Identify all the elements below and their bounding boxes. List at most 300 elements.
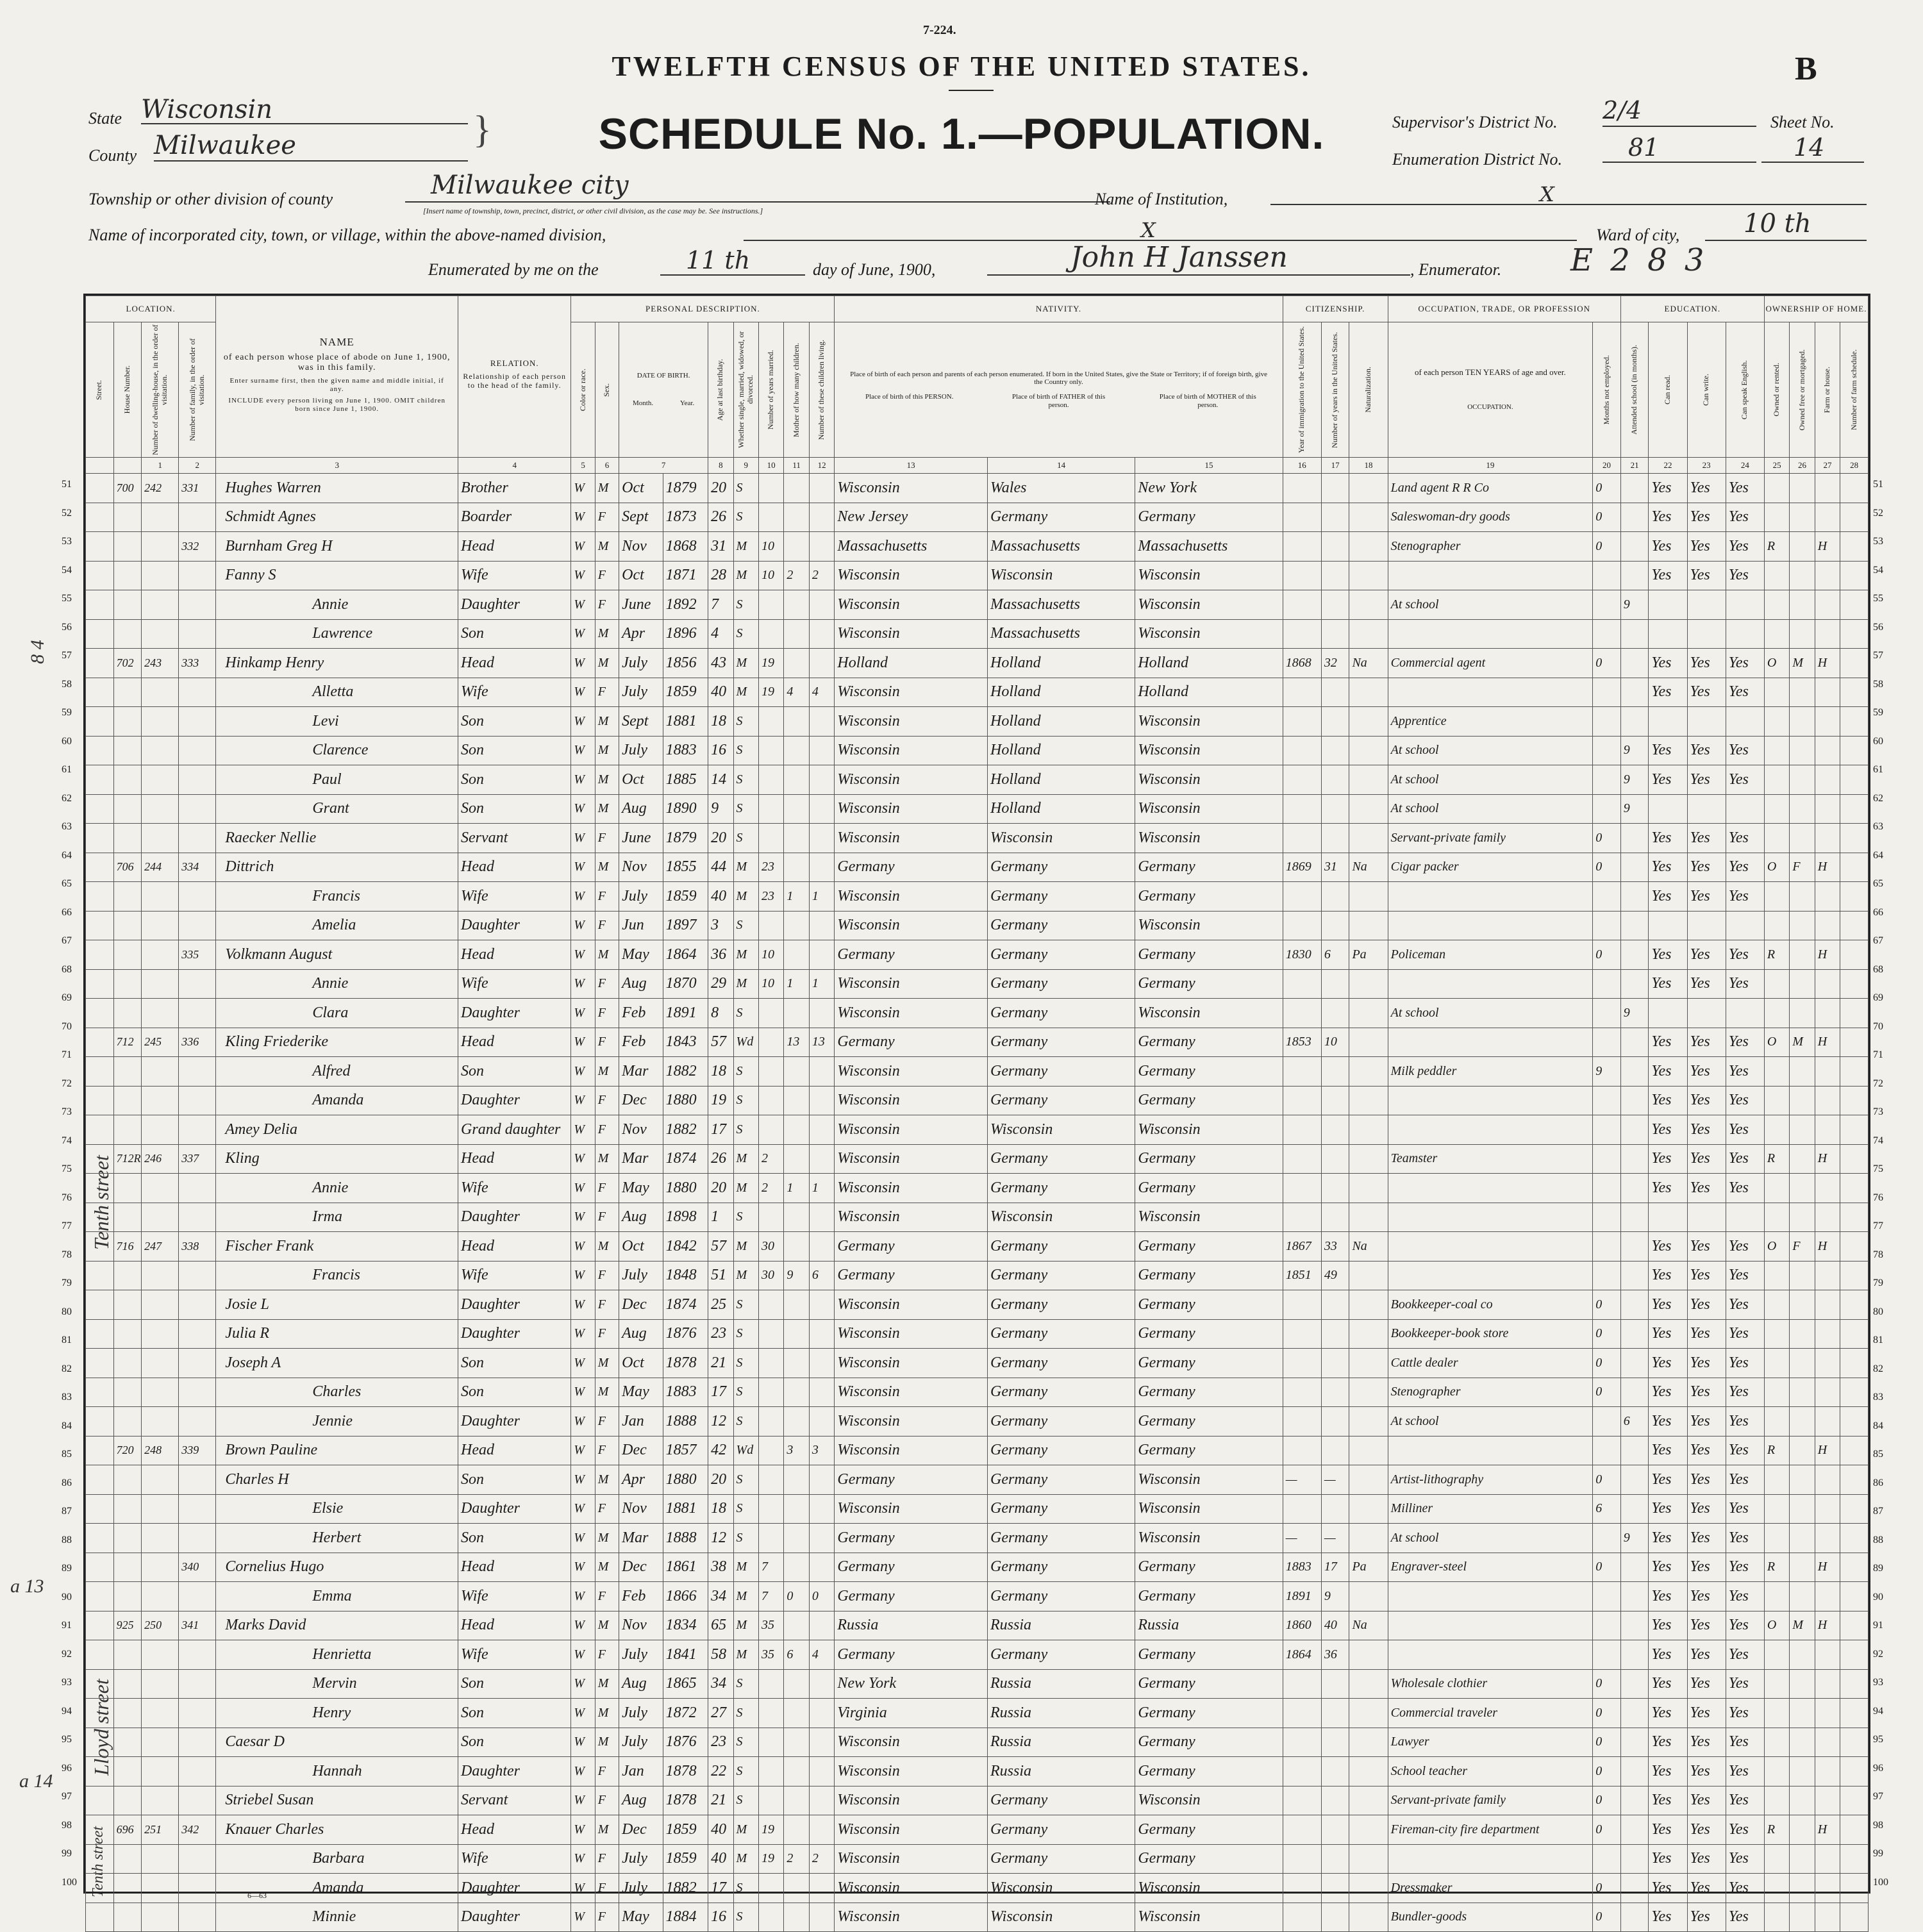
cell-name: Irma (216, 1203, 458, 1232)
cell-nat (1349, 1144, 1388, 1174)
cell-mc (784, 1874, 809, 1903)
hdr-immigration-year: Year of immigration to the United States. (1283, 322, 1321, 458)
cell-color: W (571, 649, 595, 678)
cell-speak: Yes (1726, 853, 1764, 882)
cell-age: 18 (708, 707, 733, 737)
cell-yrs: 9 (1321, 1582, 1349, 1611)
census-row (86, 1465, 1869, 1495)
cell-imm (1283, 1669, 1321, 1699)
cell-marital: M (733, 969, 758, 999)
cell-occupation: Dressmaker (1388, 1874, 1593, 1903)
cell-relation: Son (458, 1465, 571, 1495)
cell-write: Yes (1687, 1874, 1726, 1903)
cell-read (1649, 619, 1687, 649)
cell-birth: Germany (835, 940, 988, 970)
cell-sex: M (595, 1057, 619, 1087)
cell-write: Yes (1687, 1903, 1726, 1932)
cell-yrs (1321, 969, 1349, 999)
cell-farm (1815, 1115, 1840, 1145)
cell-free (1790, 1115, 1815, 1145)
cell-write: Yes (1687, 1553, 1726, 1582)
cell-write: Yes (1687, 1028, 1726, 1057)
cell-free (1790, 1640, 1815, 1670)
cell-mc (784, 999, 809, 1028)
cell-imm (1283, 794, 1321, 824)
cell-age: 14 (708, 765, 733, 795)
cell-street (86, 1378, 114, 1407)
hdr-years-married: Number of years married. (758, 322, 783, 458)
cell-ym: 2 (758, 1144, 783, 1174)
cell-father: Germany (988, 1786, 1135, 1815)
cell-occupation: Cigar packer (1388, 853, 1593, 882)
cell-family (179, 1728, 216, 1757)
cell-imm (1283, 1144, 1321, 1174)
cell-year: 1882 (663, 1115, 708, 1145)
cell-mne (1593, 1844, 1621, 1874)
cell-school (1620, 1115, 1649, 1145)
cell-mc (784, 1349, 809, 1378)
cell-school (1620, 1057, 1649, 1087)
cell-school: 9 (1620, 765, 1649, 795)
line-number-right: 63 (1873, 821, 1883, 832)
cell-nat (1349, 1349, 1388, 1378)
cell-relation: Head (458, 649, 571, 678)
cell-mc (784, 649, 809, 678)
cell-marital: M (733, 649, 758, 678)
cell-mc (784, 1728, 809, 1757)
cell-marital: S (733, 1086, 758, 1115)
cell-relation: Servant (458, 1786, 571, 1815)
cell-mc (784, 1524, 809, 1553)
cell-marital: S (733, 590, 758, 620)
cell-marital: M (733, 853, 758, 882)
cell-mne (1593, 1203, 1621, 1232)
cell-own: R (1764, 1553, 1789, 1582)
cell-year: 1882 (663, 1057, 708, 1087)
cell-month: Mar (619, 1524, 663, 1553)
cell-write: Yes (1687, 1728, 1726, 1757)
county-label: County (88, 146, 137, 165)
cell-birth: Wisconsin (835, 1174, 988, 1203)
cell-mc (784, 1699, 809, 1728)
cell-cl: 2 (809, 1844, 835, 1874)
cell-school: 9 (1620, 794, 1649, 824)
cell-year: 1859 (663, 1844, 708, 1874)
cell-year: 1888 (663, 1407, 708, 1437)
cell-year: 1892 (663, 590, 708, 620)
cell-house: 712R (113, 1144, 142, 1174)
cell-marital: M (733, 1144, 758, 1174)
cell-year: 1874 (663, 1290, 708, 1320)
cell-fs (1840, 1874, 1869, 1903)
cell-speak: Yes (1726, 736, 1764, 765)
tick-a13: a 13 (10, 1576, 44, 1597)
cell-nat (1349, 1028, 1388, 1057)
cell-ym (758, 707, 783, 737)
cell-birth: Wisconsin (835, 1378, 988, 1407)
cell-family (179, 1057, 216, 1087)
relation-col-desc: Relationship of each person to the head of the family. (463, 372, 567, 390)
cell-speak: Yes (1726, 1174, 1764, 1203)
cell-speak: Yes (1726, 1699, 1764, 1728)
cell-street (86, 1319, 114, 1349)
cell-family (179, 736, 216, 765)
column-number: 12 (809, 458, 835, 474)
line-number-right: 93 (1873, 1677, 1883, 1688)
cell-nat (1349, 1378, 1388, 1407)
cell-dwelling: 246 (142, 1144, 179, 1174)
cell-yrs (1321, 1874, 1349, 1903)
cell-house (113, 911, 142, 940)
cell-mc: 3 (784, 1436, 809, 1465)
cell-dwelling (142, 1086, 179, 1115)
hdr-color: Color or race. (571, 322, 595, 458)
cell-name: Kling (216, 1144, 458, 1174)
census-row (86, 1349, 1869, 1378)
sheet-letter: B (1795, 51, 1817, 87)
census-row (86, 1436, 1869, 1465)
cell-ym (758, 736, 783, 765)
cell-name: Volkmann August (216, 940, 458, 970)
cell-dwelling (142, 1465, 179, 1495)
cell-speak: Yes (1726, 1319, 1764, 1349)
cell-imm (1283, 678, 1321, 707)
cell-farm (1815, 1407, 1840, 1437)
cell-relation: Son (458, 765, 571, 795)
cell-read: Yes (1649, 474, 1687, 503)
cell-month: May (619, 1378, 663, 1407)
cell-street (86, 1844, 114, 1874)
cell-ym (758, 1699, 783, 1728)
cell-house (113, 1669, 142, 1699)
column-number-row (86, 458, 1869, 474)
cell-month: Mar (619, 1144, 663, 1174)
cell-occupation: At school (1388, 1407, 1593, 1437)
enumeration-value: 81 (1602, 133, 1756, 163)
institution-label: Name of Institution, (1095, 190, 1228, 208)
cell-occupation (1388, 1611, 1593, 1640)
cell-speak: Yes (1726, 1844, 1764, 1874)
cell-age: 19 (708, 1086, 733, 1115)
cell-cl (809, 1699, 835, 1728)
cell-dwelling (142, 1874, 179, 1903)
cell-nat (1349, 1786, 1388, 1815)
cell-farm (1815, 503, 1840, 532)
hdr-farm-schedule: Number of farm schedule. (1840, 322, 1869, 458)
cell-farm (1815, 474, 1840, 503)
cell-speak: Yes (1726, 474, 1764, 503)
cell-imm (1283, 911, 1321, 940)
line-number-left: 74 (62, 1135, 72, 1146)
line-number-left: 55 (62, 593, 72, 604)
line-number-right: 85 (1873, 1449, 1883, 1460)
cell-birth: Wisconsin (835, 1786, 988, 1815)
cell-name: Grant (216, 794, 458, 824)
cell-own (1764, 999, 1789, 1028)
cell-school (1620, 1028, 1649, 1057)
census-row (86, 1232, 1869, 1262)
cell-mc (784, 1407, 809, 1437)
cell-nat (1349, 619, 1388, 649)
cell-name: Jennie (216, 1407, 458, 1437)
hdr-birth-person: Place of birth of this PERSON. (865, 393, 954, 401)
cell-write: Yes (1687, 1582, 1726, 1611)
cell-ym (758, 1465, 783, 1495)
cell-nat (1349, 1874, 1388, 1903)
cell-marital: S (733, 1786, 758, 1815)
cell-school (1620, 1436, 1649, 1465)
cell-mc (784, 1232, 809, 1262)
cell-mc (784, 474, 809, 503)
cell-write (1687, 707, 1726, 737)
cell-name: Francis (216, 882, 458, 912)
cell-marital: S (733, 474, 758, 503)
hdr-month: Month. (632, 399, 654, 407)
cell-read: Yes (1649, 678, 1687, 707)
sheet-no-value: 14 (1761, 133, 1864, 163)
cell-write: Yes (1687, 1319, 1726, 1349)
cell-mother: Wisconsin (1135, 824, 1283, 853)
cell-color: W (571, 474, 595, 503)
cell-yrs: 10 (1321, 1028, 1349, 1057)
cell-mne (1593, 765, 1621, 795)
cell-fs (1840, 532, 1869, 562)
census-row (86, 1407, 1869, 1437)
cell-imm (1283, 1699, 1321, 1728)
cell-relation: Daughter (458, 1086, 571, 1115)
cell-father: Germany (988, 999, 1135, 1028)
cell-mc: 2 (784, 1844, 809, 1874)
line-number-left: 95 (62, 1734, 72, 1745)
cell-house: 702 (113, 649, 142, 678)
cell-mc (784, 794, 809, 824)
cell-age: 38 (708, 1553, 733, 1582)
cell-month: June (619, 824, 663, 853)
line-number-right: 61 (1873, 764, 1883, 775)
cell-occupation (1388, 1436, 1593, 1465)
cell-birth: Wisconsin (835, 882, 988, 912)
cell-ym (758, 765, 783, 795)
cell-marital: M (733, 1815, 758, 1845)
cell-year: 1880 (663, 1174, 708, 1203)
cell-color: W (571, 1349, 595, 1378)
cell-age: 26 (708, 1144, 733, 1174)
cell-dwelling (142, 1349, 179, 1378)
cell-fs (1840, 969, 1869, 999)
cell-school (1620, 1144, 1649, 1174)
cell-mne: 0 (1593, 1465, 1621, 1495)
cell-occupation: School teacher (1388, 1757, 1593, 1786)
cell-name: Alfred (216, 1057, 458, 1087)
line-number-left: 98 (62, 1819, 72, 1831)
cell-dwelling (142, 765, 179, 795)
group-nativity: NATIVITY. (835, 296, 1283, 322)
township-label: Township or other division of county (88, 190, 333, 208)
cell-yrs (1321, 1669, 1349, 1699)
hdr-can-read: Can read. (1649, 322, 1687, 458)
cell-marital: M (733, 1844, 758, 1874)
line-number-right: 60 (1873, 735, 1883, 747)
cell-farm (1815, 1378, 1840, 1407)
cell-cl (809, 736, 835, 765)
cell-birth: Germany (835, 1465, 988, 1495)
cell-sex: F (595, 1640, 619, 1670)
cell-marital: S (733, 1494, 758, 1524)
cell-house (113, 1086, 142, 1115)
cell-write: Yes (1687, 1815, 1726, 1845)
cell-nat (1349, 1669, 1388, 1699)
cell-occupation: At school (1388, 794, 1593, 824)
cell-marital: M (733, 882, 758, 912)
cell-cl (809, 1057, 835, 1087)
cell-month: Jun (619, 911, 663, 940)
cell-house (113, 1203, 142, 1232)
column-number: 23 (1687, 458, 1726, 474)
cell-street (86, 1436, 114, 1465)
cell-yrs (1321, 1728, 1349, 1757)
cell-write (1687, 590, 1726, 620)
cell-nat: Na (1349, 1232, 1388, 1262)
cell-nat (1349, 1086, 1388, 1115)
cell-free (1790, 1582, 1815, 1611)
cell-school (1620, 1874, 1649, 1903)
line-number-left: 52 (62, 507, 72, 519)
cell-family (179, 1786, 216, 1815)
cell-house: 706 (113, 853, 142, 882)
column-number: 2 (179, 458, 216, 474)
cell-father: Holland (988, 794, 1135, 824)
cell-birth: Wisconsin (835, 1290, 988, 1320)
cell-year: 1841 (663, 1640, 708, 1670)
cell-occupation: Engraver-steel (1388, 1553, 1593, 1582)
cell-name: Annie (216, 1174, 458, 1203)
cell-speak: Yes (1726, 940, 1764, 970)
cell-relation: Daughter (458, 1903, 571, 1932)
cell-relation: Daughter (458, 1757, 571, 1786)
column-number: 26 (1790, 458, 1815, 474)
cell-family (179, 1174, 216, 1203)
cell-marital: M (733, 1232, 758, 1262)
cell-read: Yes (1649, 503, 1687, 532)
cell-school (1620, 1903, 1649, 1932)
cell-birth: New York (835, 1669, 988, 1699)
census-row (86, 1640, 1869, 1670)
supervisor-value: 2/4 (1602, 96, 1756, 127)
cell-family: 339 (179, 1436, 216, 1465)
cell-color: W (571, 1407, 595, 1437)
cell-mne (1593, 882, 1621, 912)
cell-sex: F (595, 1319, 619, 1349)
cell-mc (784, 503, 809, 532)
cell-speak: Yes (1726, 1465, 1764, 1495)
cell-free (1790, 678, 1815, 707)
cell-cl (809, 503, 835, 532)
cell-cl (809, 999, 835, 1028)
cell-imm (1283, 619, 1321, 649)
cell-family: 342 (179, 1815, 216, 1845)
cell-relation: Daughter (458, 590, 571, 620)
census-row (86, 1903, 1869, 1932)
census-row (86, 911, 1869, 940)
cell-cl (809, 1728, 835, 1757)
cell-own (1764, 1640, 1789, 1670)
cell-age: 42 (708, 1436, 733, 1465)
cell-dwelling (142, 532, 179, 562)
cell-family: 333 (179, 649, 216, 678)
line-number-left: 53 (62, 536, 72, 547)
cell-street (86, 590, 114, 620)
line-number-right: 68 (1873, 963, 1883, 975)
line-number-right: 92 (1873, 1648, 1883, 1660)
cell-sex: M (595, 1349, 619, 1378)
cell-yrs (1321, 999, 1349, 1028)
cell-relation: Son (458, 736, 571, 765)
cell-free (1790, 794, 1815, 824)
line-number-left: 99 (62, 1848, 72, 1859)
cell-street (86, 1640, 114, 1670)
cell-nat (1349, 590, 1388, 620)
cell-marital: S (733, 1349, 758, 1378)
cell-nat (1349, 969, 1388, 999)
cell-imm (1283, 736, 1321, 765)
cell-mc (784, 1290, 809, 1320)
cell-year: 1856 (663, 649, 708, 678)
cell-marital: S (733, 1057, 758, 1087)
cell-write: Yes (1687, 532, 1726, 562)
cell-school (1620, 1757, 1649, 1786)
cell-farm (1815, 1903, 1840, 1932)
cell-relation: Wife (458, 1582, 571, 1611)
line-number-right: 88 (1873, 1534, 1883, 1545)
cell-birth: Wisconsin (835, 1203, 988, 1232)
cell-mother: Germany (1135, 1261, 1283, 1290)
census-row (86, 794, 1869, 824)
cell-fs (1840, 1144, 1869, 1174)
cell-speak: Yes (1726, 1407, 1764, 1437)
cell-family (179, 1669, 216, 1699)
cell-nat: Pa (1349, 1553, 1388, 1582)
cell-imm (1283, 707, 1321, 737)
cell-farm (1815, 1086, 1840, 1115)
cell-fs (1840, 1261, 1869, 1290)
cell-sex: M (595, 474, 619, 503)
cell-family (179, 882, 216, 912)
line-number-left: 63 (62, 821, 72, 832)
cell-month: Oct (619, 765, 663, 795)
cell-yrs (1321, 911, 1349, 940)
cell-marital: S (733, 1378, 758, 1407)
state-label: State (88, 109, 122, 128)
line-number-left: 91 (62, 1620, 72, 1631)
enumerated-day: 11 th (660, 246, 805, 276)
cell-birth: Wisconsin (835, 590, 988, 620)
cell-street (86, 1494, 114, 1524)
cell-fs (1840, 1174, 1869, 1203)
cell-farm (1815, 824, 1840, 853)
line-number-right: 62 (1873, 792, 1883, 804)
cell-sex: M (595, 794, 619, 824)
cell-mne (1593, 794, 1621, 824)
cell-dwelling (142, 1524, 179, 1553)
cell-read: Yes (1649, 1524, 1687, 1553)
cell-occupation (1388, 1028, 1593, 1057)
cell-own: O (1764, 649, 1789, 678)
cell-write: Yes (1687, 1786, 1726, 1815)
cell-imm (1283, 1903, 1321, 1932)
cell-farm (1815, 1174, 1840, 1203)
cell-free (1790, 940, 1815, 970)
cell-name: Alletta (216, 678, 458, 707)
